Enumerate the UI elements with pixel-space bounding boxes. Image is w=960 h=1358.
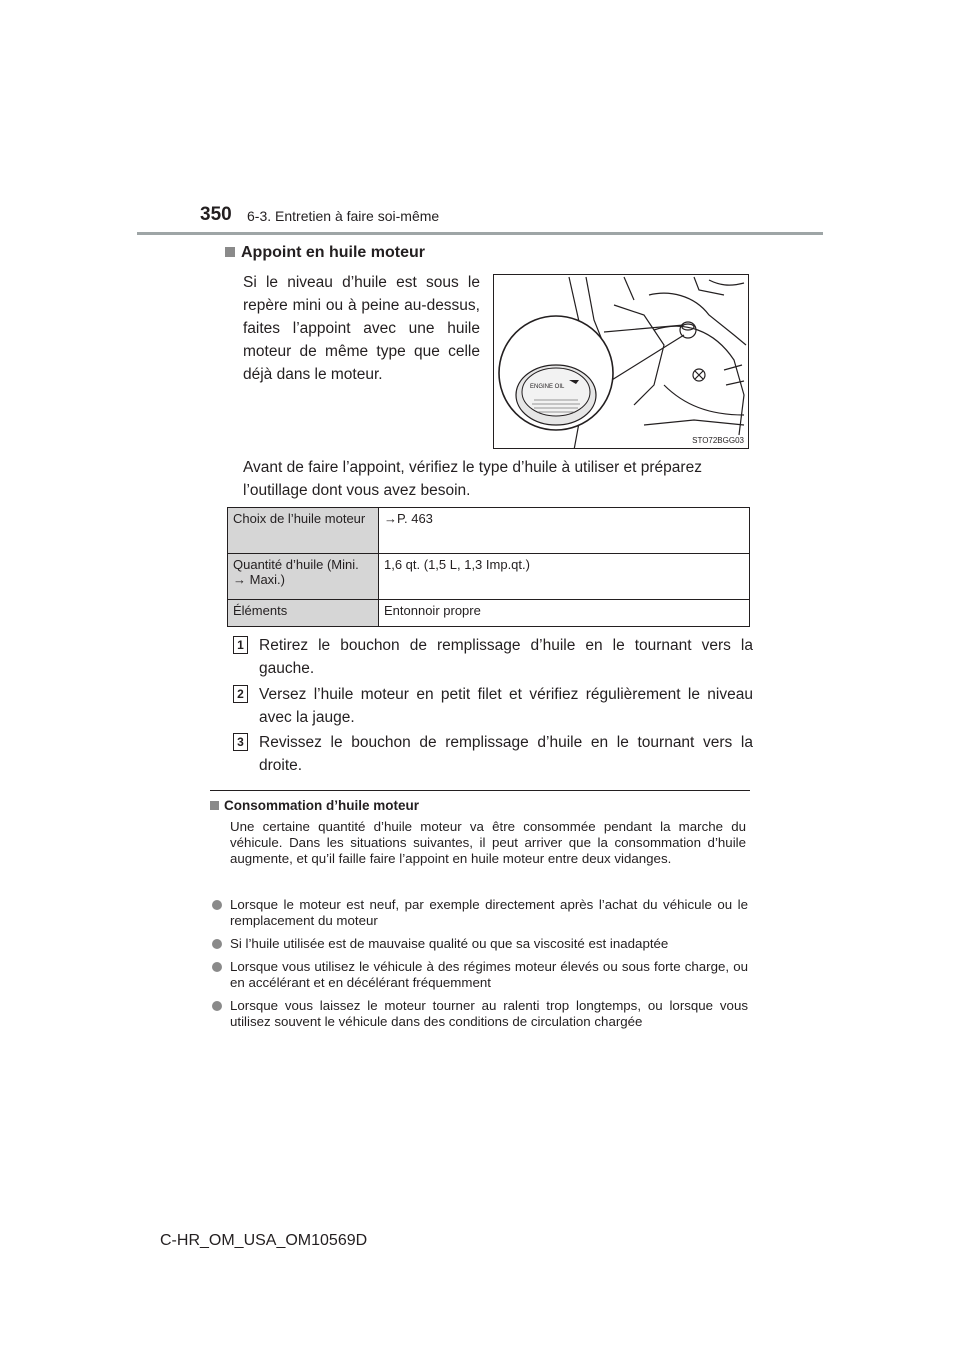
engine-bay-drawing <box>494 275 749 449</box>
step-2 <box>233 683 753 729</box>
list-item-text: Lorsque vous utilisez le véhicule à des régimes moteur élevés ou sous forte charge, ou en accélérant et en décélérant fréquemment <box>230 959 748 990</box>
list-item <box>212 959 748 991</box>
list-item <box>212 897 748 929</box>
list-item-text: Lorsque vous laissez le moteur tourner au ralenti trop longtemps, ou lorsque vous utilisez souvent le véhicule dans des conditions de circulation chargée <box>230 998 748 1029</box>
list-item-text: Lorsque le moteur est neuf, par exemple directement après l’achat du véhicule ou le remplacement du moteur <box>230 897 748 928</box>
section-heading <box>225 244 425 262</box>
step-number-badge: 2 <box>233 685 248 703</box>
document-code: C-HR_OM_USA_OM10569D <box>160 1232 368 1249</box>
oil-spec-table <box>227 507 750 627</box>
step-3 <box>233 731 753 777</box>
step-number-badge: 1 <box>233 636 248 654</box>
note-rule <box>210 790 750 791</box>
note-heading <box>210 798 419 813</box>
note-paragraph: Une certaine quantité d’huile moteur va être consommée pendant la marche du véhicule. Dans les situations suivantes, il peut arriver que la consommation d’huile augmente, et qu’il faille faire l’appoint en huile moteur entre deux vidanges. <box>230 819 746 866</box>
note-heading-text: Consommation d’huile moteur <box>224 798 420 813</box>
header-rule <box>137 232 823 235</box>
table-row <box>228 600 750 627</box>
page-number: 350 <box>200 204 232 225</box>
section-title: 6-3. Entretien à faire soi-même <box>247 208 440 224</box>
square-bullet-icon <box>210 801 219 810</box>
step-number-badge: 3 <box>233 733 248 751</box>
table-cell-label: Éléments <box>228 600 379 627</box>
heading-text: Appoint en huile moteur <box>241 244 425 261</box>
table-cell-value: Entonnoir propre <box>379 600 750 627</box>
intro-paragraph: Si le niveau d’huile est sous le repère mini ou à peine au-dessus, faites l’appoint avec une huile moteur de même type que celle déjà dans le moteur. <box>243 274 480 383</box>
step-1 <box>233 634 753 680</box>
bullet-dot-icon <box>212 962 222 972</box>
before-paragraph: Avant de faire l’appoint, vérifiez le type d’huile à utiliser et préparez l’outillage dont vous avez besoin. <box>243 459 702 499</box>
table-row <box>228 508 750 554</box>
list-item <box>212 936 748 952</box>
table-cell-label: Quantité d’huile (Mini. → Maxi.) <box>228 554 379 600</box>
table-row <box>228 554 750 600</box>
engine-oil-cap-label: ENGINE OIL <box>530 384 565 390</box>
bullet-dot-icon <box>212 939 222 949</box>
bullet-dot-icon <box>212 900 222 910</box>
table-cell-label: Choix de l’huile moteur <box>228 508 379 554</box>
table-cell-value: 1,6 qt. (1,5 L, 1,3 Imp.qt.) <box>379 554 750 600</box>
list-item <box>212 998 748 1030</box>
bullet-dot-icon <box>212 1001 222 1011</box>
step-text: Retirez le bouchon de remplissage d’huile en le tournant vers la gauche. <box>259 637 753 677</box>
oil-cap-illustration <box>493 274 749 449</box>
step-text: Revissez le bouchon de remplissage d’huile en le tournant vers la droite. <box>259 734 753 774</box>
figure-code: STO72BGG03 <box>692 436 744 445</box>
step-text: Versez l’huile moteur en petit filet et vérifiez régulièrement le niveau avec la jauge. <box>259 686 753 726</box>
list-item-text: Si l’huile utilisée est de mauvaise qualité ou que sa viscosité est inadaptée <box>230 936 669 951</box>
square-bullet-icon <box>225 247 235 257</box>
table-cell-value: →P. 463 <box>379 508 750 554</box>
